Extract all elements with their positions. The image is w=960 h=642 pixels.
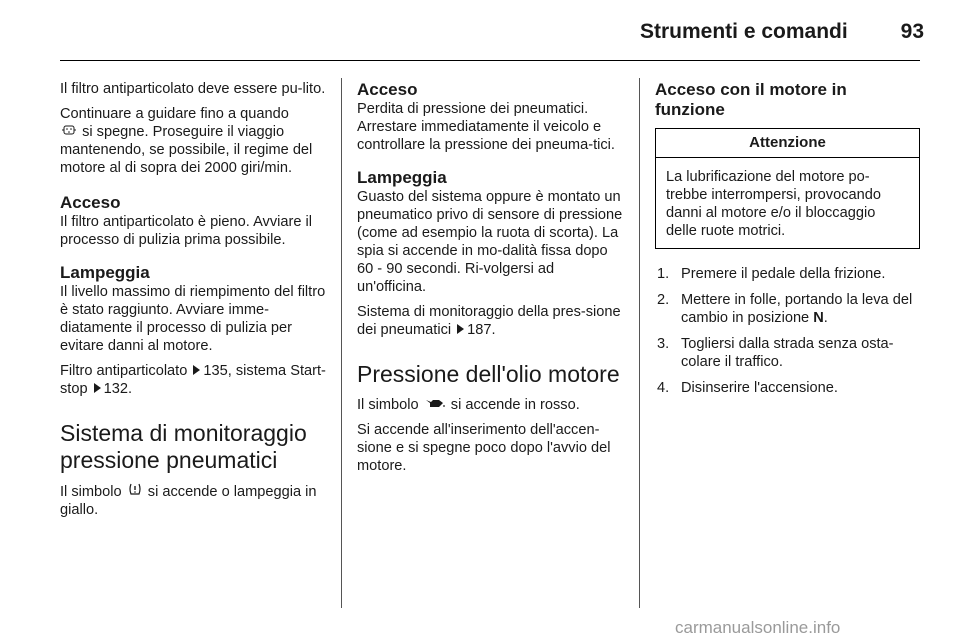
paragraph	[60, 482, 326, 519]
column-2	[357, 80, 625, 482]
text: 135, sistema Start-stop	[60, 363, 326, 397]
text: Continuare a guidare fino a quando	[60, 106, 289, 122]
paragraph: Si accende all'inserimento dell'accen-sione e si spegne poco dopo l'avvio del motore.	[357, 422, 611, 474]
section-heading: Pressione dell'olio motore	[357, 361, 620, 387]
page-reference-arrow-icon	[94, 383, 101, 393]
text: si accende o lampeggia in giallo.	[60, 484, 317, 518]
paragraph: Il filtro antiparticolato deve essere pu-lito.	[60, 81, 326, 97]
paragraph: Il livello massimo di riempimento del filtro è stato raggiunto. Avviare imme-diatamente il processo di pulizia per evitare danni al motore.	[60, 284, 326, 354]
list-item	[655, 291, 920, 327]
step-text: Mettere in folle, portando la leva del cambio in posizione	[681, 292, 913, 326]
subheading-acceso: Acceso	[357, 80, 418, 99]
list-item	[655, 379, 920, 397]
page-number: 93	[900, 20, 924, 43]
page-reference-arrow-icon	[457, 324, 464, 334]
header-title: Strumenti e comandi	[640, 20, 848, 43]
section-heading: Sistema di monitoraggio pressione pneumatici	[60, 420, 307, 473]
gear-label: N	[813, 310, 824, 326]
column-3	[655, 80, 920, 405]
subheading-acceso: Acceso	[60, 193, 121, 212]
warning-text: La lubrificazione del motore po-trebbe interrompersi, provocando danni al motore e/o il bloccaggio delle ruote motrici.	[666, 169, 881, 239]
column-divider-2	[639, 78, 640, 608]
step-number: 2.	[657, 292, 670, 308]
oil-can-icon	[425, 396, 445, 414]
text: 187.	[467, 322, 496, 338]
text: si spegne. Proseguire il viaggio mantenendo, se possibile, il regime del motore al di sopra dei 2000 giri/min.	[60, 124, 313, 176]
steps-list	[655, 265, 920, 397]
step-text: Disinserire l'accensione.	[681, 380, 838, 396]
text: si accende in rosso.	[450, 397, 580, 413]
page-reference-arrow-icon	[193, 365, 200, 375]
warning-box	[655, 128, 920, 249]
cross-reference	[60, 362, 326, 398]
step-number: 4.	[657, 380, 670, 396]
tyre-pressure-icon	[128, 482, 142, 501]
warning-title: Attenzione	[656, 129, 919, 158]
step-number: 3.	[657, 336, 670, 352]
particulate-filter-icon	[62, 123, 76, 141]
text: Il simbolo	[60, 484, 122, 500]
subheading: Acceso con il motore in funzione	[655, 80, 847, 119]
paragraph: Guasto del sistema oppure è montato un pneumatico privo di sensore di pressione (come ad esempio la ruota di scorta). La spia si accende in mo-dalità fissa dopo 60 - 90 secondi. Ri-volgersi ad un'officina.	[357, 189, 623, 295]
paragraph	[60, 105, 326, 177]
text: Il simbolo	[357, 397, 419, 413]
paragraph: Perdita di pressione dei pneumatici. Arrestare immediatamente il veicolo e controllare la pressione dei pneuma-tici.	[357, 101, 615, 153]
subheading-lampeggia: Lampeggia	[60, 263, 150, 282]
watermark: carmanualsonline.info	[675, 618, 841, 637]
cross-reference	[357, 303, 625, 339]
step-text: Premere il pedale della frizione.	[681, 266, 886, 282]
text: Sistema di monitoraggio della pres-sione dei pneumatici	[357, 304, 621, 338]
subheading-lampeggia: Lampeggia	[357, 168, 447, 187]
paragraph	[357, 396, 625, 414]
list-item	[655, 335, 920, 371]
paragraph: Il filtro antiparticolato è pieno. Avviare il processo di pulizia prima possibile.	[60, 214, 313, 248]
header-rule	[60, 60, 920, 61]
list-item	[655, 265, 920, 283]
text: Filtro antiparticolato	[60, 363, 188, 379]
step-text: Togliersi dalla strada senza osta-colare il traffico.	[681, 336, 894, 370]
column-divider-1	[341, 78, 342, 608]
step-number: 1.	[657, 266, 670, 282]
column-1	[60, 80, 326, 526]
step-text: .	[823, 310, 828, 326]
text: 132.	[103, 381, 133, 397]
